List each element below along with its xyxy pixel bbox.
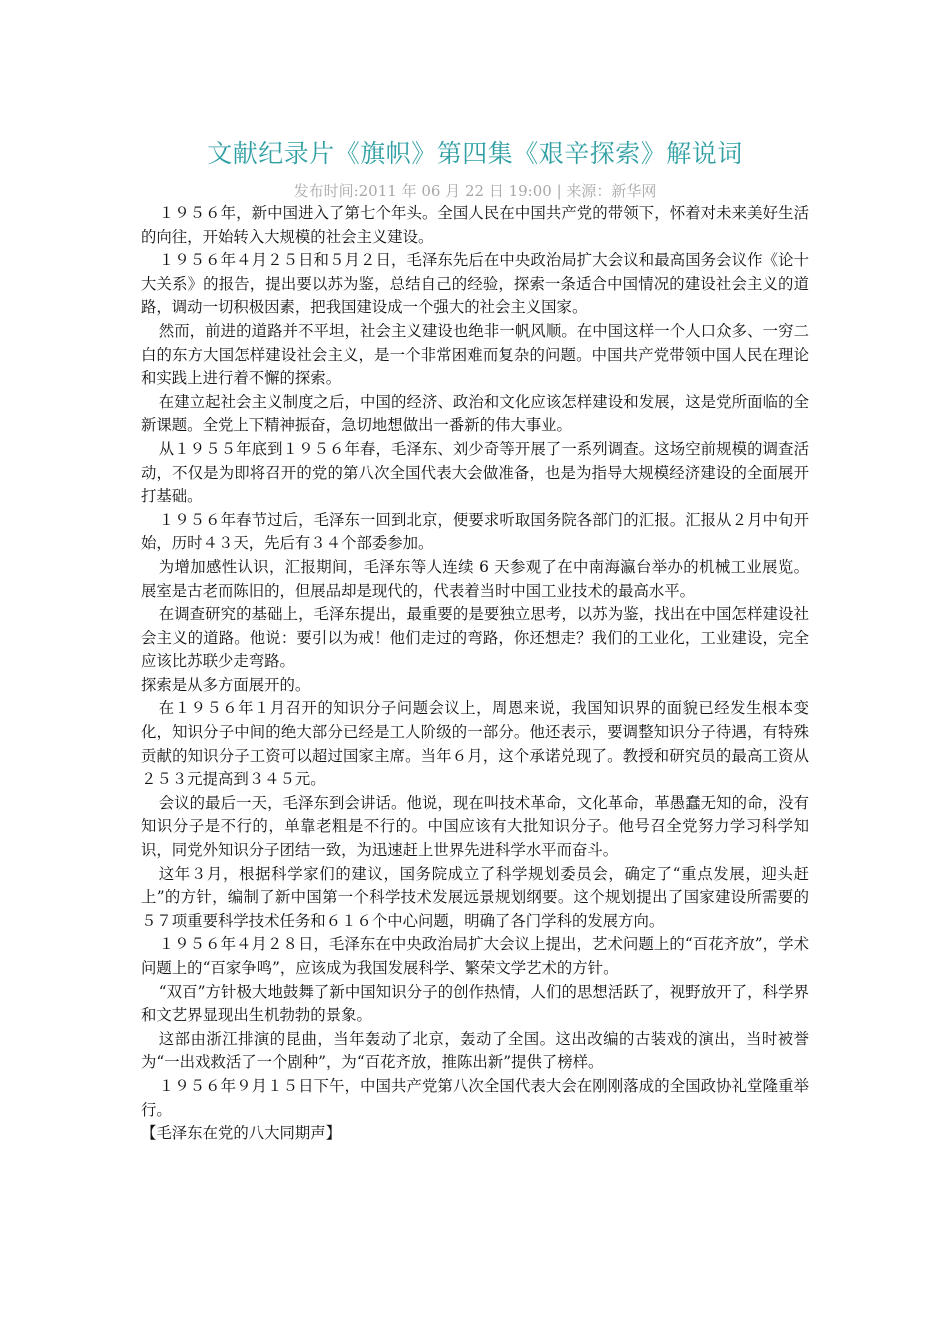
paragraph: １９５６年４月２８日，毛泽东在中央政治局扩大会议上提出，艺术问题上的“百花齐放”，学术问题上的“百家争鸣”，应该成为我国发展科学、繁荣文学艺术的方针。 — [141, 935, 809, 977]
article-meta: 发布时间:2011 年 06 月 22 日 19:00 | 来源：新华网 — [293, 182, 657, 200]
paragraph: “双百”方针极大地鼓舞了新中国知识分子的创作热情，人们的思想活跃了，视野放开了，科学界和文艺界显现出生机勃勃的景象。 — [141, 982, 809, 1025]
paragraph: 探索是从多方面展开的。 — [141, 675, 311, 694]
paragraph: 为增加感性认识，汇报期间，毛泽东等人连续 6 天参观了在中南海瀛台举办的机械工业展览。展室是古老而陈旧的，但展品却是现代的，代表着当时中国工业技术的最高水平。 — [141, 557, 809, 600]
section-heading: 【毛泽东在党的八大同期声】 — [141, 1124, 342, 1143]
paragraph: １９５６年春节过后，毛泽东一回到北京，便要求听取国务院各部门的汇报。汇报从２月中旬开始，历时４３天，先后有３４个部委参加。 — [141, 510, 809, 553]
paragraph: 在１９５６年１月召开的知识分子问题会议上，周恩来说，我国知识界的面貌已经发生根本变化，知识分子中间的绝大部分已经是工人阶级的一部分。他还表示，要调整知识分子待遇，有特殊贡献的知识分子工资可以超过国家主席。当年６月，这个承诺兑现了。教授和研究员的最高工资从２５３元提高到３４５元。 — [141, 699, 809, 789]
article-title: 文献纪录片《旗帜》第四集《艰辛探索》解说词 — [207, 139, 743, 168]
paragraph: 在调查研究的基础上，毛泽东提出，最重要的是要独立思考，以苏为鉴，找出在中国怎样建设社会主义的道路。他说：要引以为戒！他们走过的弯路，你还想走？我们的工业化，工业建设，完全应该比苏联少走弯路。 — [141, 605, 809, 671]
paragraph: 这部由浙江排演的昆曲，当年轰动了北京，轰动了全国。这出改编的古装戏的演出，当时被誉为“一出戏救活了一个剧种”，为“百花齐放，推陈出新”提供了榜样。 — [141, 1029, 809, 1072]
paragraph: １９５６年９月１５日下午，中国共产党第八次全国代表大会在刚刚落成的全国政协礼堂隆重举行。 — [141, 1076, 809, 1119]
article-body — [141, 202, 809, 1146]
paragraph: 从１９５５年底到１９５６年春，毛泽东、刘少奇等开展了一系列调查。这场空前规模的调查活动，不仅是为即将召开的党的第八次全国代表大会做准备，也是为指导大规模经济建设的全面展开打基础。 — [141, 439, 809, 506]
paragraph: 然而，前进的道路并不平坦，社会主义建设也绝非一帆风顺。在中国这样一个人口众多、一穷二白的东方大国怎样建设社会主义，是一个非常困难而复杂的问题。中国共产党带领中国人民在理论和实践上进行着不懈的探索。 — [141, 321, 809, 388]
paragraph: １９５６年４月２５日和５月２日，毛泽东先后在中央政治局扩大会议和最高国务会议作《论十大关系》的报告，提出要以苏为鉴，总结自己的经验，探索一条适合中国情况的建设社会主义的道路，调动一切积极因素，把我国建设成一个强大的社会主义国家。 — [141, 251, 809, 317]
paragraph: 在建立起社会主义制度之后，中国的经济、政治和文化应该怎样建设和发展，这是党所面临的全新课题。全党上下精神振奋，急切地想做出一番新的伟大事业。 — [141, 392, 809, 435]
paragraph: 会议的最后一天，毛泽东到会讲话。他说，现在叫技术革命，文化革命，革愚蠢无知的命，没有知识分子是不行的，单靠老粗是不行的。中国应该有大批知识分子。他号召全党努力学习科学知识，同党外知识分子团结一致，为迅速赶上世界先进科学水平而奋斗。 — [141, 793, 809, 860]
paragraph: １９５６年，新中国进入了第七个年头。全国人民在中国共产党的带领下，怀着对未来美好生活的向往，开始转入大规模的社会主义建设。 — [141, 204, 809, 246]
paragraph: 这年３月，根据科学家们的建议，国务院成立了科学规划委员会，确定了“重点发展，迎头赶上”的方针，编制了新中国第一个科学技术发展远景规划纲要。这个规划提出了国家建设所需要的５７项重要科学技术任务和６１６个中心问题，明确了各门学科的发展方向。 — [141, 864, 809, 930]
